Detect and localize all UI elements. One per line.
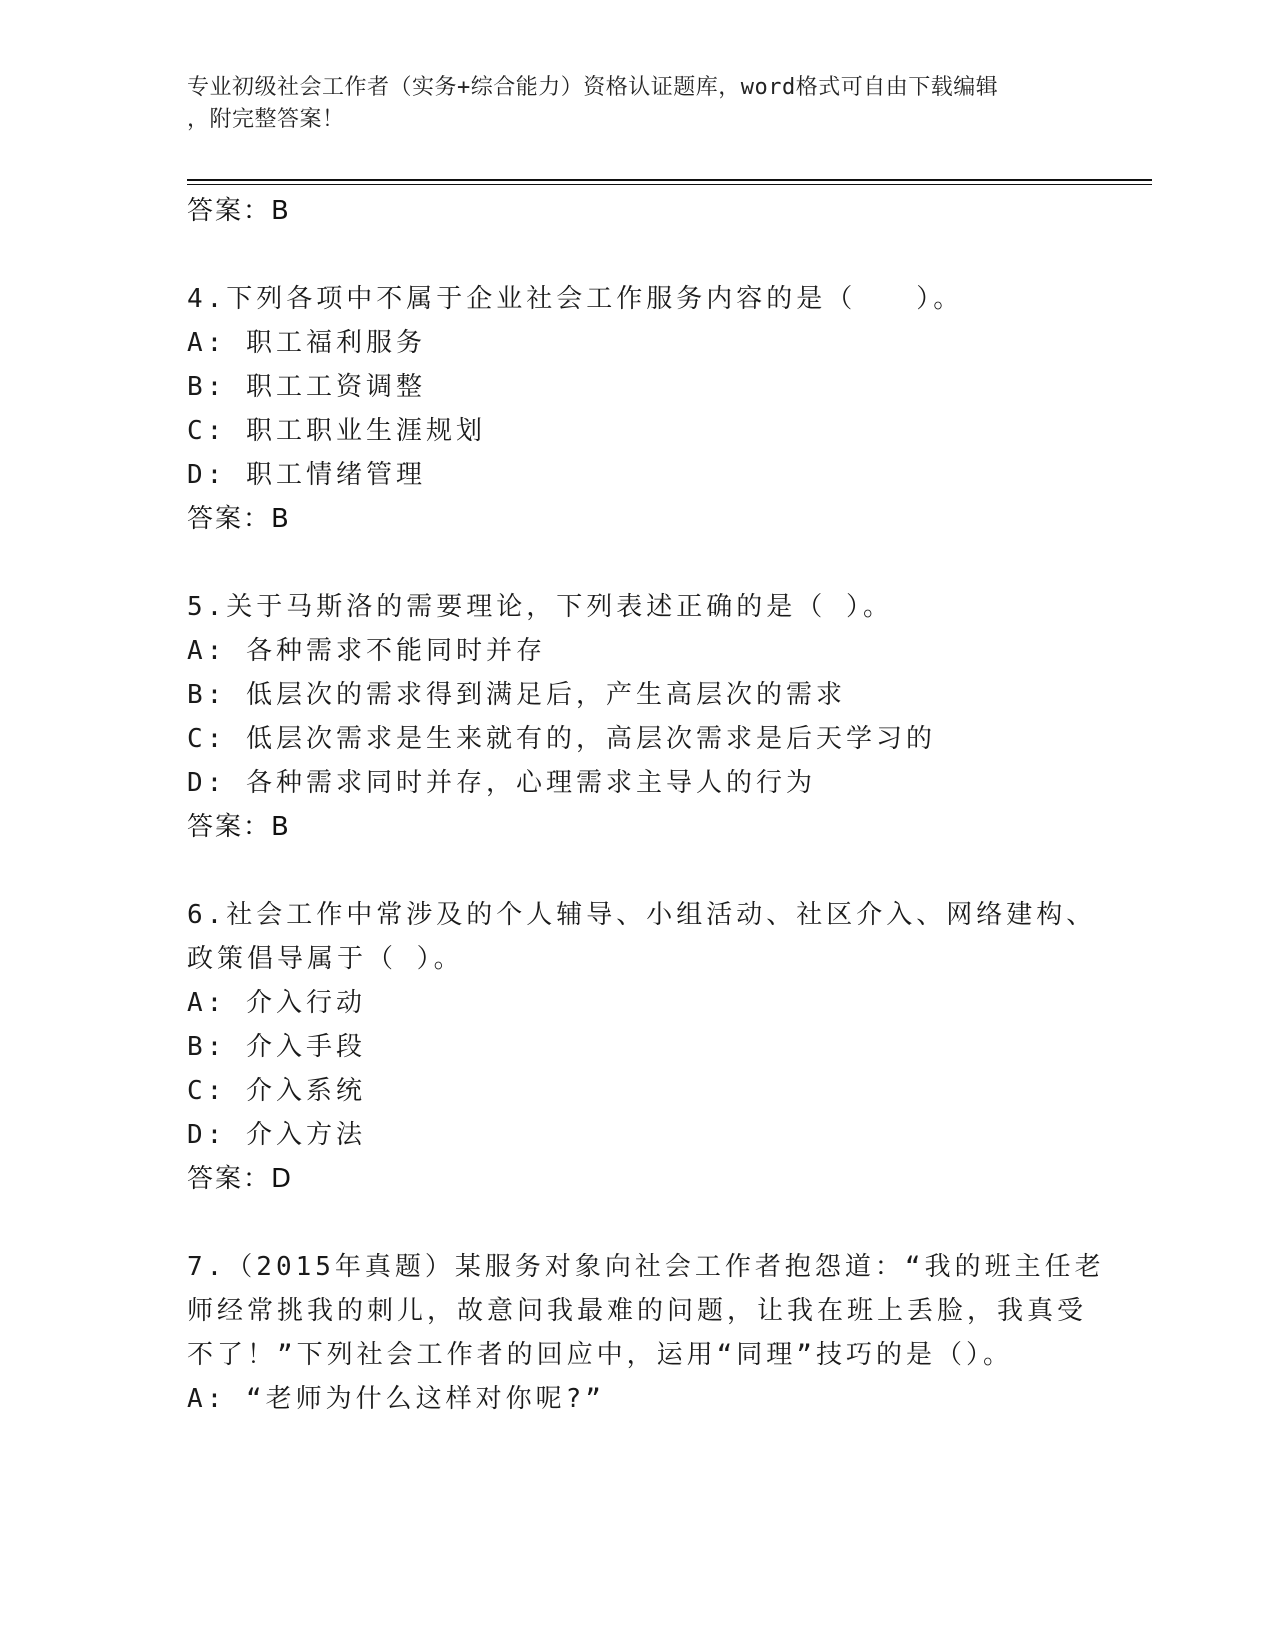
option-d: D: 介入方法 (187, 1120, 366, 1150)
question-stem-continued: 师经常挑我的刺儿，故意问我最难的问题，让我在班上丢脸，我真受 (187, 1296, 1088, 1326)
option-a: A: 各种需求不能同时并存 (187, 636, 546, 666)
option-a: A: 职工福利服务 (187, 328, 426, 358)
option-c: C: 职工职业生涯规划 (187, 416, 486, 446)
option-d: D: 职工情绪管理 (187, 460, 426, 490)
answer-line: 答案：B (187, 196, 291, 226)
answer-line: 答案：B (187, 812, 291, 842)
header-divider (187, 179, 1152, 181)
document-header (187, 72, 1107, 136)
option-c: C: 低层次需求是生来就有的，高层次需求是后天学习的 (187, 724, 936, 754)
option-c: C: 介入系统 (187, 1076, 366, 1106)
question-stem: 6.社会工作中常涉及的个人辅导、小组活动、社区介入、网络建构、 (187, 900, 1097, 930)
option-a: A: 介入行动 (187, 988, 366, 1018)
answer-line: 答案：B (187, 504, 291, 534)
option-b: B: 低层次的需求得到满足后，产生高层次的需求 (187, 680, 846, 710)
header-line-2: ，附完整答案！ (187, 107, 345, 132)
question-stem: 7.（2015年真题）某服务对象向社会工作者抱怨道：“我的班主任老 (187, 1252, 1105, 1282)
question-stem: 5.关于马斯洛的需要理论，下列表述正确的是（ ）。 (187, 592, 893, 622)
option-d: D: 各种需求同时并存，心理需求主导人的行为 (187, 768, 816, 798)
option-b: B: 职工工资调整 (187, 372, 426, 402)
header-line-1: 专业初级社会工作者（实务+综合能力）资格认证题库，word格式可自由下载编辑 (187, 75, 999, 100)
question-stem: 4.下列各项中不属于企业社会工作服务内容的是（ ）。 (187, 284, 964, 314)
option-a: A: “老师为什么这样对你呢?” (187, 1384, 605, 1414)
question-stem-continued: 政策倡导属于（ ）。 (187, 944, 464, 974)
header-divider-thin (187, 184, 1152, 185)
option-b: B: 介入手段 (187, 1032, 366, 1062)
question-stem-continued: 不了！”下列社会工作者的回应中，运用“同理”技巧的是（）。 (187, 1340, 1013, 1370)
answer-line: 答案：D (187, 1164, 294, 1194)
